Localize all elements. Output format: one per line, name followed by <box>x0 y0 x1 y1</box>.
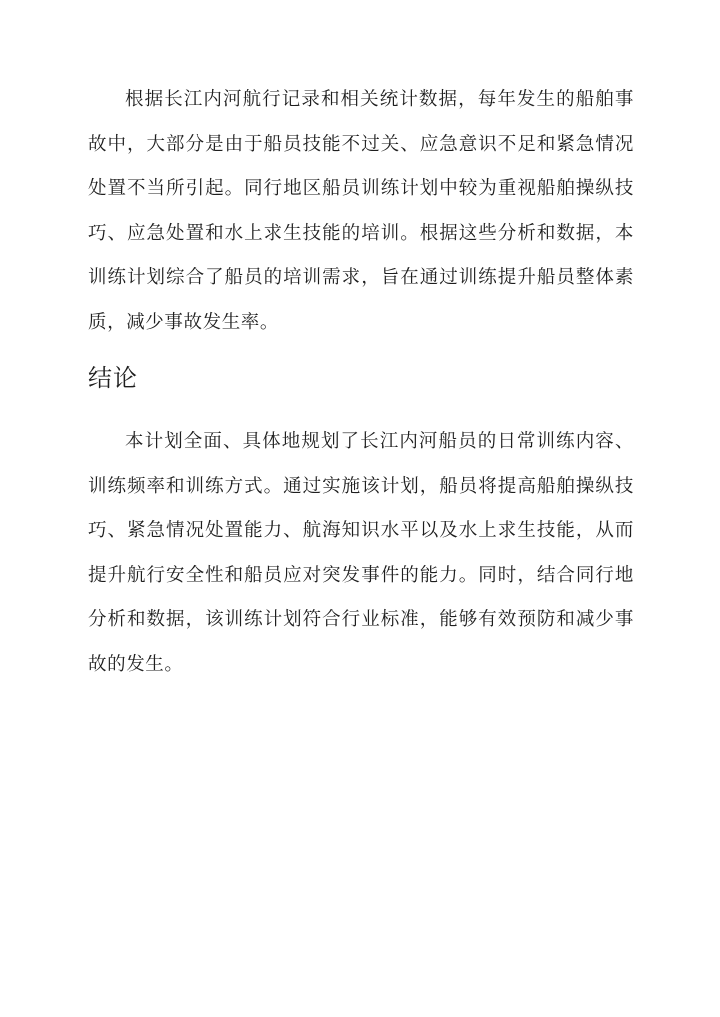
section-heading-conclusion: 结论 <box>88 364 138 392</box>
body-paragraph-analysis: 根据长江内河航行记录和相关统计数据，每年发生的船舶事故中，大部分是由于船员技能不过关、应急意识不足和紧急情况处置不当所引起。同行地区船员训练计划中较为重视船舶操纵技巧、应急处置和水上求生技能的培训。根据这些分析和数据，本训练计划综合了船员的培训需求，旨在通过训练提升船员整体素质，减少事故发生率。 <box>88 89 634 333</box>
body-paragraph-conclusion: 本计划全面、具体地规划了长江内河船员的日常训练内容、训练频率和训练方式。通过实施该计划，船员将提高船舶操纵技巧、紧急情况处置能力、航海知识水平以及水上求生技能，从而提升航行安全性和船员应对突发事件的能力。同时，结合同行地分析和数据，该训练计划符合行业标准，能够有效预防和减少事故的发生。 <box>88 431 634 675</box>
